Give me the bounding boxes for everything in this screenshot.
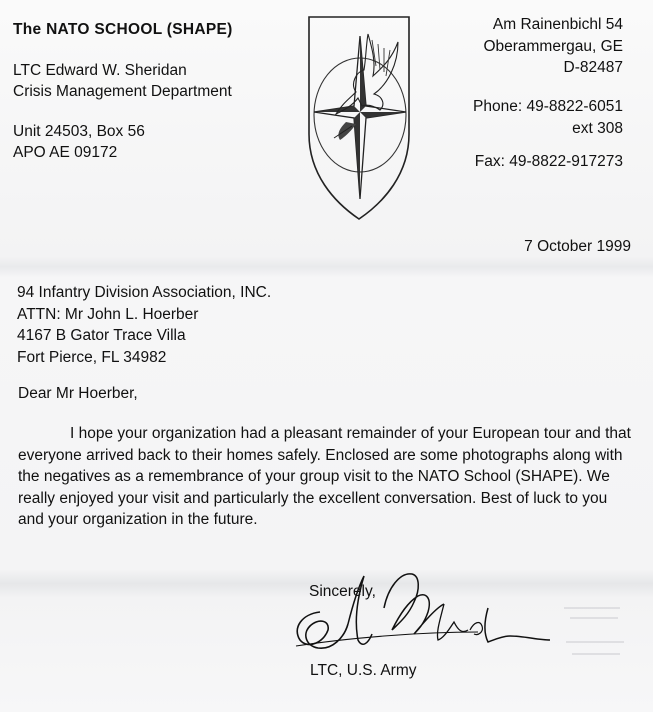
department: Crisis Management Department bbox=[13, 83, 232, 100]
bleed-through-marks bbox=[560, 596, 640, 676]
recipient-org: 94 Infantry Division Association, INC. bbox=[17, 284, 272, 301]
recipient-address bbox=[17, 282, 271, 368]
signature-title bbox=[310, 660, 417, 682]
closing-text: Sincerely, bbox=[309, 583, 376, 600]
salutation bbox=[18, 383, 138, 405]
postal-code: D-82487 bbox=[563, 59, 623, 76]
sender-name: LTC Edward W. Sheridan bbox=[13, 61, 187, 79]
recipient-city: Fort Pierce, FL 34982 bbox=[17, 348, 167, 366]
phone-number: Phone: 49-8822-6051 bbox=[473, 98, 623, 115]
letterhead-left bbox=[13, 19, 233, 164]
apo-address: APO AE 09172 bbox=[13, 144, 118, 161]
recipient-attn: ATTN: Mr John L. Hoerber bbox=[17, 305, 199, 323]
handwritten-signature bbox=[288, 568, 558, 660]
letterhead-right bbox=[483, 14, 623, 79]
nato-school-crest-emblem bbox=[306, 14, 412, 222]
signature-title-text: LTC, U.S. Army bbox=[310, 662, 417, 679]
city-country: Oberammergau, GE bbox=[483, 37, 623, 55]
fax-number: Fax: 49-8822-917273 bbox=[474, 153, 623, 170]
contact-block bbox=[473, 96, 623, 173]
salutation-text: Dear Mr Hoerber, bbox=[18, 385, 138, 402]
letter-body bbox=[18, 423, 634, 531]
unit-box: Unit 24503, Box 56 bbox=[13, 122, 145, 140]
body-text: I hope your organization had a pleasant remainder of your European tour and that everyone arrived back to their homes safely. Enclosed are some photographs along with the negatives as a remembrance of your group visit to the NATO School (SHAPE). We really enjoyed your visit and particularly the excellent conversation. Best of luck to you and your organization in the future. bbox=[18, 425, 631, 528]
date-text: 7 October 1999 bbox=[524, 238, 631, 255]
phone-extension: ext 308 bbox=[572, 119, 623, 137]
org-name: The NATO SCHOOL (SHAPE) bbox=[13, 21, 233, 38]
recipient-street: 4167 B Gator Trace Villa bbox=[17, 327, 186, 344]
letter-date bbox=[524, 236, 631, 258]
street-address: Am Rainenbichl 54 bbox=[492, 16, 623, 33]
